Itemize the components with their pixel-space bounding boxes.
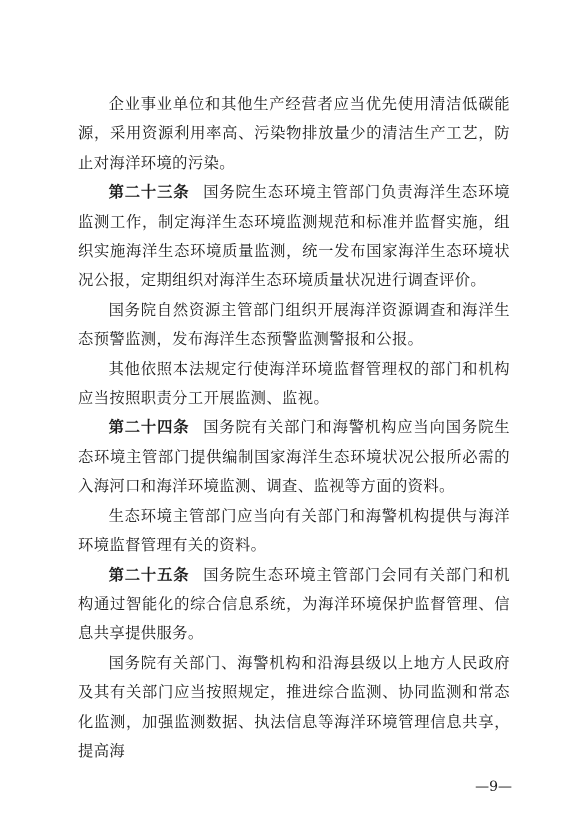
article-heading-24: 第二十四条 bbox=[108, 418, 190, 437]
paragraph-2-text: 国务院生态环境主管部门负责海洋生态环境监测工作，制定海洋生态环境监测规范和标准并监督实施，组织实施海洋生态环境质量监测，统一发布国家海洋生态环境状况公报，定期组织对海洋生态环境质量状况进行调查评价。 bbox=[78, 183, 510, 290]
paragraph-6 bbox=[78, 502, 510, 561]
paragraph-2 bbox=[78, 178, 510, 296]
paragraph-3 bbox=[78, 296, 510, 355]
article-heading-23: 第二十三条 bbox=[108, 183, 190, 202]
paragraph-6-text: 生态环境主管部门应当向有关部门和海警机构提供与海洋环境监督管理有关的资料。 bbox=[78, 506, 510, 555]
article-heading-25: 第二十五条 bbox=[108, 565, 190, 584]
paragraph-3-text: 国务院自然资源主管部门组织开展海洋资源调查和海洋生态预警监测，发布海洋生态预警监测警报和公报。 bbox=[78, 300, 510, 349]
paragraph-8-text: 国务院有关部门、海警机构和沿海县级以上地方人民政府及其有关部门应当按照规定，推进综合监测、协同监测和常态化监测，加强监测数据、执法信息等海洋环境管理信息共享，提高海 bbox=[78, 653, 510, 760]
page-number: —9— bbox=[475, 779, 512, 795]
paragraph-1-text: 企业事业单位和其他生产经营者应当优先使用清洁低碳能源，采用资源利用率高、污染物排放量少的清洁生产工艺，防止对海洋环境的污染。 bbox=[78, 95, 510, 172]
document-body bbox=[78, 90, 510, 766]
paragraph-5 bbox=[78, 413, 510, 501]
paragraph-7 bbox=[78, 561, 510, 649]
paragraph-4-text: 其他依照本法规定行使海洋环境监督管理权的部门和机构应当按照职责分工开展监测、监视。 bbox=[78, 359, 510, 408]
paragraph-4 bbox=[78, 355, 510, 414]
paragraph-5-text: 国务院有关部门和海警机构应当向国务院生态环境主管部门提供编制国家海洋生态环境状况公报所必需的入海河口和海洋环境监测、调查、监视等方面的资料。 bbox=[78, 418, 510, 496]
paragraph-7-text: 国务院生态环境主管部门会同有关部门和机构通过智能化的综合信息系统，为海洋环境保护监督管理、信息共享提供服务。 bbox=[78, 565, 510, 643]
paragraph-1 bbox=[78, 90, 510, 178]
paragraph-8 bbox=[78, 649, 510, 767]
